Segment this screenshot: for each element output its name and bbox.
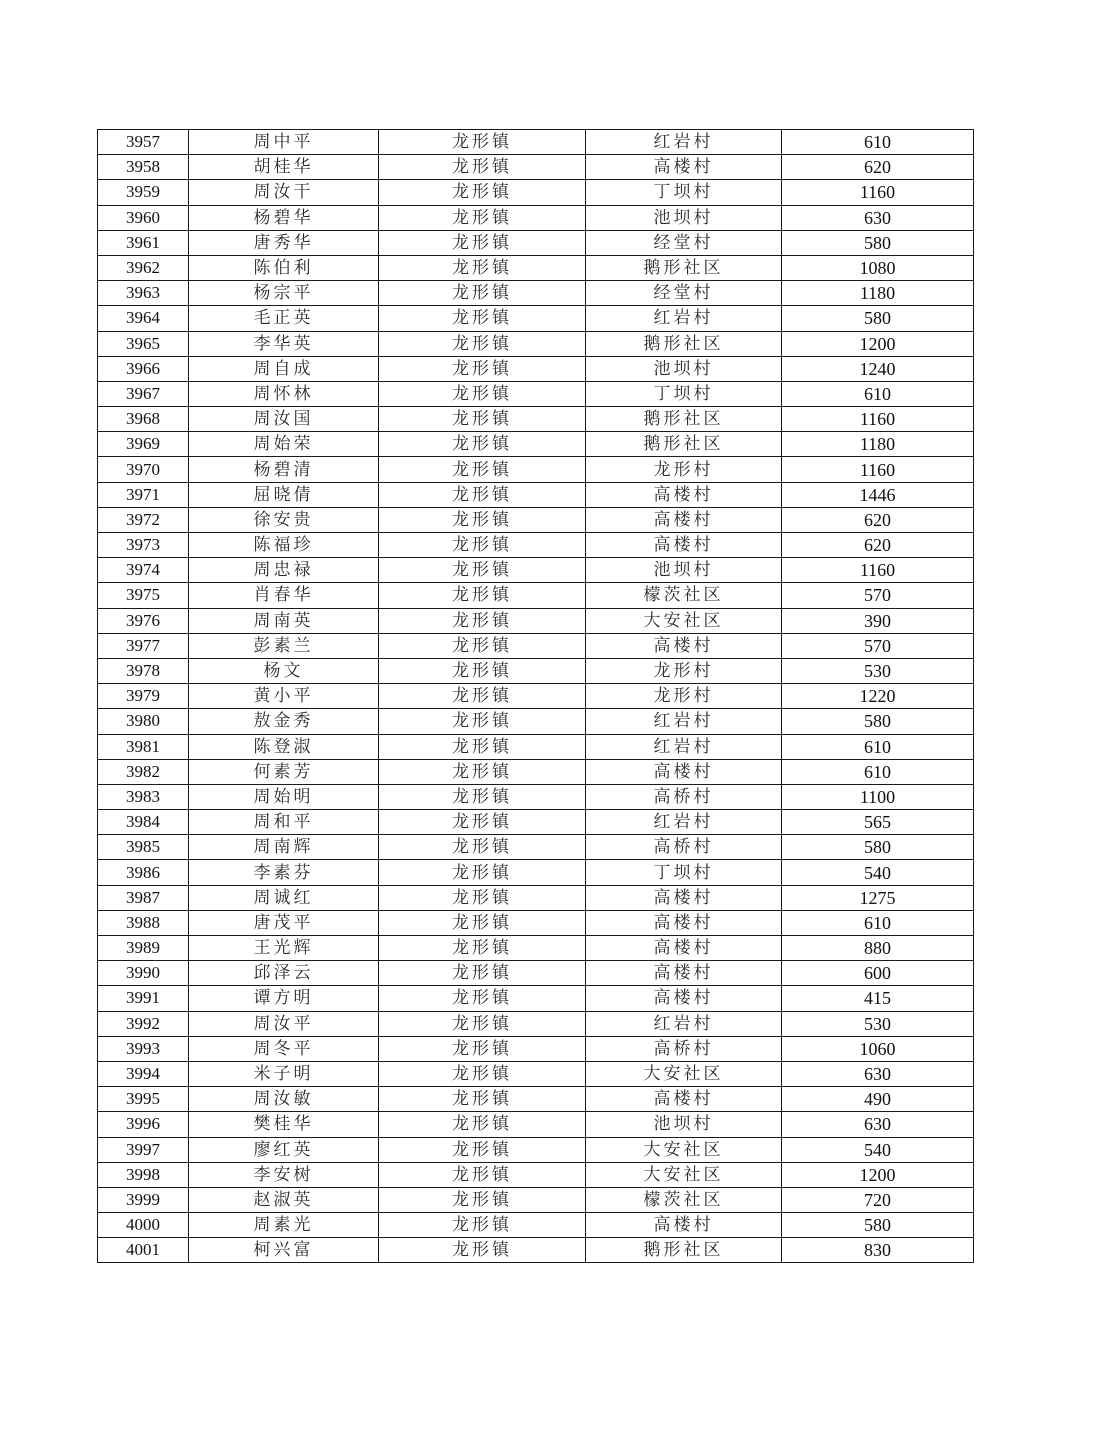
row-amount-cell: 610 [782,734,974,759]
row-amount-cell: 1160 [782,407,974,432]
table-row [98,306,974,331]
row-town-cell: 龙形镇 [379,810,586,835]
row-town-cell: 龙形镇 [379,558,586,583]
row-village-cell: 龙形村 [586,457,782,482]
row-name-cell: 杨宗平 [189,281,379,306]
row-town-cell: 龙形镇 [379,180,586,205]
table-row [98,457,974,482]
row-id-cell: 3962 [98,255,189,280]
row-id-cell: 3980 [98,709,189,734]
row-village-cell: 高桥村 [586,1036,782,1061]
row-amount-cell: 580 [782,835,974,860]
table-row [98,734,974,759]
row-town-cell: 龙形镇 [379,1112,586,1137]
data-table [97,129,974,1263]
row-id-cell: 3994 [98,1061,189,1086]
row-village-cell: 高楼村 [586,759,782,784]
row-id-cell: 3968 [98,407,189,432]
row-village-cell: 红岩村 [586,709,782,734]
row-village-cell: 高桥村 [586,835,782,860]
row-village-cell: 龙形村 [586,658,782,683]
row-amount-cell: 580 [782,306,974,331]
table-row [98,507,974,532]
table-row [98,356,974,381]
row-name-cell: 彭素兰 [189,633,379,658]
row-village-cell: 高楼村 [586,155,782,180]
row-name-cell: 周诚红 [189,885,379,910]
row-name-cell: 陈登淑 [189,734,379,759]
row-town-cell: 龙形镇 [379,1238,586,1263]
table-row [98,759,974,784]
row-name-cell: 谭方明 [189,986,379,1011]
row-name-cell: 李华英 [189,331,379,356]
row-amount-cell: 630 [782,205,974,230]
row-town-cell: 龙形镇 [379,507,586,532]
table-row [98,835,974,860]
row-name-cell: 敖金秀 [189,709,379,734]
row-amount-cell: 1160 [782,457,974,482]
row-amount-cell: 530 [782,658,974,683]
table-row [98,180,974,205]
row-amount-cell: 580 [782,230,974,255]
row-id-cell: 3985 [98,835,189,860]
row-name-cell: 米子明 [189,1061,379,1086]
row-village-cell: 红岩村 [586,1011,782,1036]
table-row [98,709,974,734]
row-amount-cell: 620 [782,533,974,558]
row-name-cell: 周汝敏 [189,1087,379,1112]
row-village-cell: 高楼村 [586,1087,782,1112]
row-id-cell: 3999 [98,1187,189,1212]
table-row [98,936,974,961]
row-town-cell: 龙形镇 [379,658,586,683]
row-village-cell: 檬茨社区 [586,1187,782,1212]
row-village-cell: 经堂村 [586,230,782,255]
row-id-cell: 3967 [98,381,189,406]
row-village-cell: 红岩村 [586,306,782,331]
row-town-cell: 龙形镇 [379,633,586,658]
row-amount-cell: 830 [782,1238,974,1263]
table-row [98,1061,974,1086]
row-town-cell: 龙形镇 [379,1061,586,1086]
table-row [98,1112,974,1137]
row-name-cell: 唐茂平 [189,910,379,935]
row-id-cell: 3979 [98,684,189,709]
row-town-cell: 龙形镇 [379,684,586,709]
row-name-cell: 廖红英 [189,1137,379,1162]
row-town-cell: 龙形镇 [379,457,586,482]
row-name-cell: 唐秀华 [189,230,379,255]
table-row [98,482,974,507]
row-village-cell: 高楼村 [586,885,782,910]
row-town-cell: 龙形镇 [379,734,586,759]
row-village-cell: 池坝村 [586,356,782,381]
table-row [98,255,974,280]
row-town-cell: 龙形镇 [379,230,586,255]
row-id-cell: 3978 [98,658,189,683]
row-amount-cell: 600 [782,961,974,986]
table-row [98,533,974,558]
row-id-cell: 3974 [98,558,189,583]
row-town-cell: 龙形镇 [379,1036,586,1061]
row-village-cell: 高桥村 [586,784,782,809]
row-amount-cell: 390 [782,608,974,633]
row-village-cell: 丁坝村 [586,860,782,885]
row-amount-cell: 610 [782,910,974,935]
table-row [98,633,974,658]
row-village-cell: 大安社区 [586,1061,782,1086]
row-village-cell: 高楼村 [586,633,782,658]
row-amount-cell: 1446 [782,482,974,507]
table-row [98,885,974,910]
row-town-cell: 龙形镇 [379,205,586,230]
table-row [98,230,974,255]
row-name-cell: 李素芬 [189,860,379,885]
row-amount-cell: 1200 [782,331,974,356]
row-amount-cell: 1060 [782,1036,974,1061]
row-id-cell: 3997 [98,1137,189,1162]
row-amount-cell: 880 [782,936,974,961]
table-row [98,583,974,608]
row-amount-cell: 570 [782,583,974,608]
row-town-cell: 龙形镇 [379,1011,586,1036]
table-row [98,1213,974,1238]
table-row [98,860,974,885]
row-town-cell: 龙形镇 [379,482,586,507]
row-id-cell: 3963 [98,281,189,306]
table-row [98,1187,974,1212]
row-id-cell: 3969 [98,432,189,457]
row-village-cell: 龙形村 [586,684,782,709]
row-name-cell: 陈福珍 [189,533,379,558]
row-name-cell: 周中平 [189,130,379,155]
row-id-cell: 3987 [98,885,189,910]
row-village-cell: 丁坝村 [586,180,782,205]
row-id-cell: 3973 [98,533,189,558]
row-amount-cell: 540 [782,1137,974,1162]
row-town-cell: 龙形镇 [379,986,586,1011]
row-id-cell: 3971 [98,482,189,507]
row-id-cell: 3961 [98,230,189,255]
row-name-cell: 杨碧清 [189,457,379,482]
table-row [98,608,974,633]
row-id-cell: 3977 [98,633,189,658]
row-amount-cell: 580 [782,1213,974,1238]
row-village-cell: 鹅形社区 [586,255,782,280]
row-amount-cell: 565 [782,810,974,835]
table-row [98,155,974,180]
row-amount-cell: 1220 [782,684,974,709]
row-id-cell: 3960 [98,205,189,230]
row-id-cell: 3976 [98,608,189,633]
row-village-cell: 大安社区 [586,608,782,633]
row-amount-cell: 630 [782,1112,974,1137]
row-name-cell: 周素光 [189,1213,379,1238]
table-row [98,810,974,835]
row-village-cell: 池坝村 [586,1112,782,1137]
row-id-cell: 3984 [98,810,189,835]
row-name-cell: 周汝干 [189,180,379,205]
row-town-cell: 龙形镇 [379,709,586,734]
row-name-cell: 邱泽云 [189,961,379,986]
row-amount-cell: 610 [782,759,974,784]
table-row [98,986,974,1011]
row-village-cell: 高楼村 [586,507,782,532]
row-amount-cell: 610 [782,130,974,155]
table-row [98,784,974,809]
row-name-cell: 何素芳 [189,759,379,784]
row-town-cell: 龙形镇 [379,306,586,331]
table-row [98,331,974,356]
row-id-cell: 4001 [98,1238,189,1263]
row-village-cell: 高楼村 [586,482,782,507]
row-town-cell: 龙形镇 [379,281,586,306]
row-village-cell: 大安社区 [586,1137,782,1162]
row-name-cell: 杨碧华 [189,205,379,230]
table-row [98,910,974,935]
row-id-cell: 3975 [98,583,189,608]
row-village-cell: 鹅形社区 [586,1238,782,1263]
row-village-cell: 高楼村 [586,533,782,558]
row-id-cell: 3982 [98,759,189,784]
row-town-cell: 龙形镇 [379,1162,586,1187]
row-town-cell: 龙形镇 [379,860,586,885]
row-amount-cell: 580 [782,709,974,734]
row-town-cell: 龙形镇 [379,784,586,809]
row-id-cell: 3989 [98,936,189,961]
row-name-cell: 屈晓倩 [189,482,379,507]
row-village-cell: 丁坝村 [586,381,782,406]
row-village-cell: 红岩村 [586,734,782,759]
row-town-cell: 龙形镇 [379,1213,586,1238]
row-village-cell: 高楼村 [586,961,782,986]
row-id-cell: 3965 [98,331,189,356]
table-row [98,1238,974,1263]
row-id-cell: 3972 [98,507,189,532]
table-row [98,1036,974,1061]
row-village-cell: 经堂村 [586,281,782,306]
row-name-cell: 周始荣 [189,432,379,457]
table-row [98,1011,974,1036]
row-town-cell: 龙形镇 [379,608,586,633]
row-town-cell: 龙形镇 [379,130,586,155]
row-name-cell: 杨文 [189,658,379,683]
row-village-cell: 池坝村 [586,205,782,230]
row-town-cell: 龙形镇 [379,759,586,784]
row-name-cell: 肖春华 [189,583,379,608]
row-name-cell: 毛正英 [189,306,379,331]
row-village-cell: 鹅形社区 [586,432,782,457]
row-name-cell: 赵淑英 [189,1187,379,1212]
row-town-cell: 龙形镇 [379,533,586,558]
row-name-cell: 周南辉 [189,835,379,860]
row-town-cell: 龙形镇 [379,381,586,406]
row-town-cell: 龙形镇 [379,583,586,608]
row-name-cell: 周怀林 [189,381,379,406]
row-name-cell: 周和平 [189,810,379,835]
row-amount-cell: 1160 [782,180,974,205]
row-village-cell: 高楼村 [586,936,782,961]
row-town-cell: 龙形镇 [379,407,586,432]
row-amount-cell: 490 [782,1087,974,1112]
row-amount-cell: 1100 [782,784,974,809]
row-id-cell: 3993 [98,1036,189,1061]
row-id-cell: 3990 [98,961,189,986]
row-town-cell: 龙形镇 [379,432,586,457]
row-id-cell: 3986 [98,860,189,885]
row-amount-cell: 610 [782,381,974,406]
row-name-cell: 周汝平 [189,1011,379,1036]
row-name-cell: 黄小平 [189,684,379,709]
row-name-cell: 王光辉 [189,936,379,961]
row-name-cell: 周始明 [189,784,379,809]
row-id-cell: 3964 [98,306,189,331]
table-row [98,558,974,583]
table-row [98,961,974,986]
row-id-cell: 3988 [98,910,189,935]
row-amount-cell: 1240 [782,356,974,381]
row-town-cell: 龙形镇 [379,1187,586,1212]
table-body [98,130,974,1263]
table-row [98,407,974,432]
row-village-cell: 檬茨社区 [586,583,782,608]
row-amount-cell: 1160 [782,558,974,583]
table-row [98,281,974,306]
row-amount-cell: 1200 [782,1162,974,1187]
row-id-cell: 3998 [98,1162,189,1187]
row-town-cell: 龙形镇 [379,1137,586,1162]
row-name-cell: 周汝国 [189,407,379,432]
row-name-cell: 李安树 [189,1162,379,1187]
row-town-cell: 龙形镇 [379,356,586,381]
row-village-cell: 高楼村 [586,986,782,1011]
row-amount-cell: 1080 [782,255,974,280]
row-name-cell: 周冬平 [189,1036,379,1061]
row-amount-cell: 1275 [782,885,974,910]
row-village-cell: 鹅形社区 [586,407,782,432]
row-id-cell: 3970 [98,457,189,482]
row-id-cell: 3957 [98,130,189,155]
table-row [98,684,974,709]
row-amount-cell: 620 [782,155,974,180]
table-row [98,432,974,457]
row-name-cell: 周南英 [189,608,379,633]
row-id-cell: 3966 [98,356,189,381]
row-id-cell: 3996 [98,1112,189,1137]
row-village-cell: 高楼村 [586,910,782,935]
row-village-cell: 鹅形社区 [586,331,782,356]
row-town-cell: 龙形镇 [379,1087,586,1112]
row-id-cell: 4000 [98,1213,189,1238]
row-village-cell: 大安社区 [586,1162,782,1187]
row-village-cell: 池坝村 [586,558,782,583]
row-id-cell: 3981 [98,734,189,759]
row-id-cell: 3958 [98,155,189,180]
table-row [98,1137,974,1162]
table-row [98,1162,974,1187]
row-village-cell: 高楼村 [586,1213,782,1238]
table-row [98,658,974,683]
table-row [98,1087,974,1112]
row-name-cell: 周忠禄 [189,558,379,583]
row-village-cell: 红岩村 [586,810,782,835]
row-town-cell: 龙形镇 [379,961,586,986]
row-amount-cell: 530 [782,1011,974,1036]
row-name-cell: 樊桂华 [189,1112,379,1137]
row-town-cell: 龙形镇 [379,936,586,961]
row-amount-cell: 720 [782,1187,974,1212]
row-name-cell: 柯兴富 [189,1238,379,1263]
row-id-cell: 3983 [98,784,189,809]
row-amount-cell: 620 [782,507,974,532]
row-id-cell: 3959 [98,180,189,205]
row-amount-cell: 630 [782,1061,974,1086]
row-town-cell: 龙形镇 [379,885,586,910]
row-name-cell: 胡桂华 [189,155,379,180]
row-town-cell: 龙形镇 [379,255,586,280]
row-town-cell: 龙形镇 [379,910,586,935]
row-name-cell: 陈伯利 [189,255,379,280]
table-row [98,205,974,230]
row-town-cell: 龙形镇 [379,331,586,356]
row-name-cell: 周自成 [189,356,379,381]
row-town-cell: 龙形镇 [379,835,586,860]
row-id-cell: 3992 [98,1011,189,1036]
table-row [98,381,974,406]
row-name-cell: 徐安贵 [189,507,379,532]
table-row [98,130,974,155]
row-town-cell: 龙形镇 [379,155,586,180]
row-amount-cell: 415 [782,986,974,1011]
row-amount-cell: 540 [782,860,974,885]
row-amount-cell: 1180 [782,281,974,306]
row-amount-cell: 570 [782,633,974,658]
row-id-cell: 3991 [98,986,189,1011]
row-amount-cell: 1180 [782,432,974,457]
row-village-cell: 红岩村 [586,130,782,155]
row-id-cell: 3995 [98,1087,189,1112]
